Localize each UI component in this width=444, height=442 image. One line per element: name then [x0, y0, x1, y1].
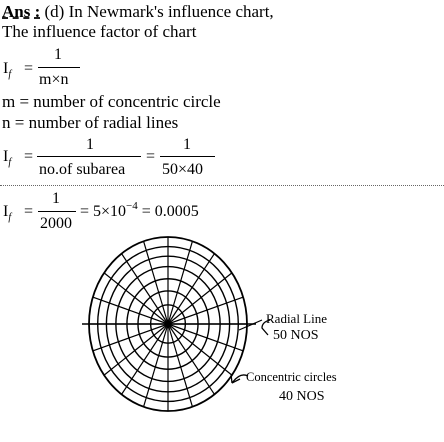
eq2-denominator-2: 50×40	[162, 161, 204, 178]
eq2-denominator-1: no.of subarea	[39, 161, 126, 178]
eq2-numerator-1: 1	[86, 136, 94, 153]
radial-line	[117, 324, 168, 401]
radial-line	[168, 324, 238, 380]
answer-line	[2, 2, 274, 22]
eq3-result-power: = 5×10	[80, 203, 127, 220]
concentric-circles-label: Concentric circles	[246, 370, 337, 384]
answer-label: Ans :	[2, 2, 41, 21]
eq3-numerator: 1	[52, 190, 60, 207]
radial-line-label: Radial Line	[266, 311, 328, 326]
eq2-equals-2: =	[146, 148, 156, 165]
eq1-lhs	[3, 60, 11, 80]
eq3-lhs	[3, 203, 11, 223]
eq1-equals: =	[24, 60, 34, 77]
definition-n: n = number of radial lines	[2, 113, 179, 132]
eq1-lhs-symbol: I	[3, 60, 9, 77]
eq1-lhs-subscript: f	[8, 69, 12, 80]
eq3-result	[80, 200, 199, 222]
eq2-lhs-subscript: f	[8, 157, 12, 168]
eq2-numerator-2: 1	[183, 136, 191, 153]
eq2-fraction-bar-2	[160, 156, 215, 157]
eq3-equals: =	[24, 203, 34, 220]
eq3-denominator: 2000	[40, 215, 72, 232]
separator-rule	[0, 185, 444, 186]
eq3-lhs-subscript: f	[8, 212, 12, 223]
definition-m: m = number of concentric circle	[2, 92, 221, 111]
eq1-numerator: 1	[54, 46, 62, 63]
radial-line	[98, 268, 168, 324]
radial-line	[168, 324, 219, 401]
radial-line	[168, 247, 219, 324]
answer-option: (d)	[44, 2, 65, 21]
eq3-lhs-symbol: I	[3, 203, 9, 220]
answer-lead-text: In Newmark's influence chart,	[68, 2, 274, 21]
eq1-denominator: m×n	[39, 71, 69, 88]
radial-line	[117, 247, 168, 324]
eq1-fraction-bar	[38, 67, 80, 68]
newmark-influence-chart	[0, 228, 444, 442]
eq3-result-decimal: = 0.0005	[141, 203, 199, 220]
eq2-equals-1: =	[24, 148, 34, 165]
eq2-fraction-bar-1	[37, 156, 141, 157]
influence-factor-intro: The influence factor of chart	[2, 22, 197, 41]
eq3-fraction-bar	[38, 211, 76, 212]
concentric-circles-count: 40 NOS	[279, 389, 325, 404]
radial-line	[168, 268, 238, 324]
radial-line-count: 50 NOS	[273, 328, 319, 343]
eq2-lhs	[3, 148, 11, 168]
radial-line	[98, 324, 168, 380]
eq3-result-exponent: −4	[126, 200, 138, 212]
eq2-lhs-symbol: I	[3, 148, 9, 165]
radial-label-leader	[239, 320, 262, 330]
